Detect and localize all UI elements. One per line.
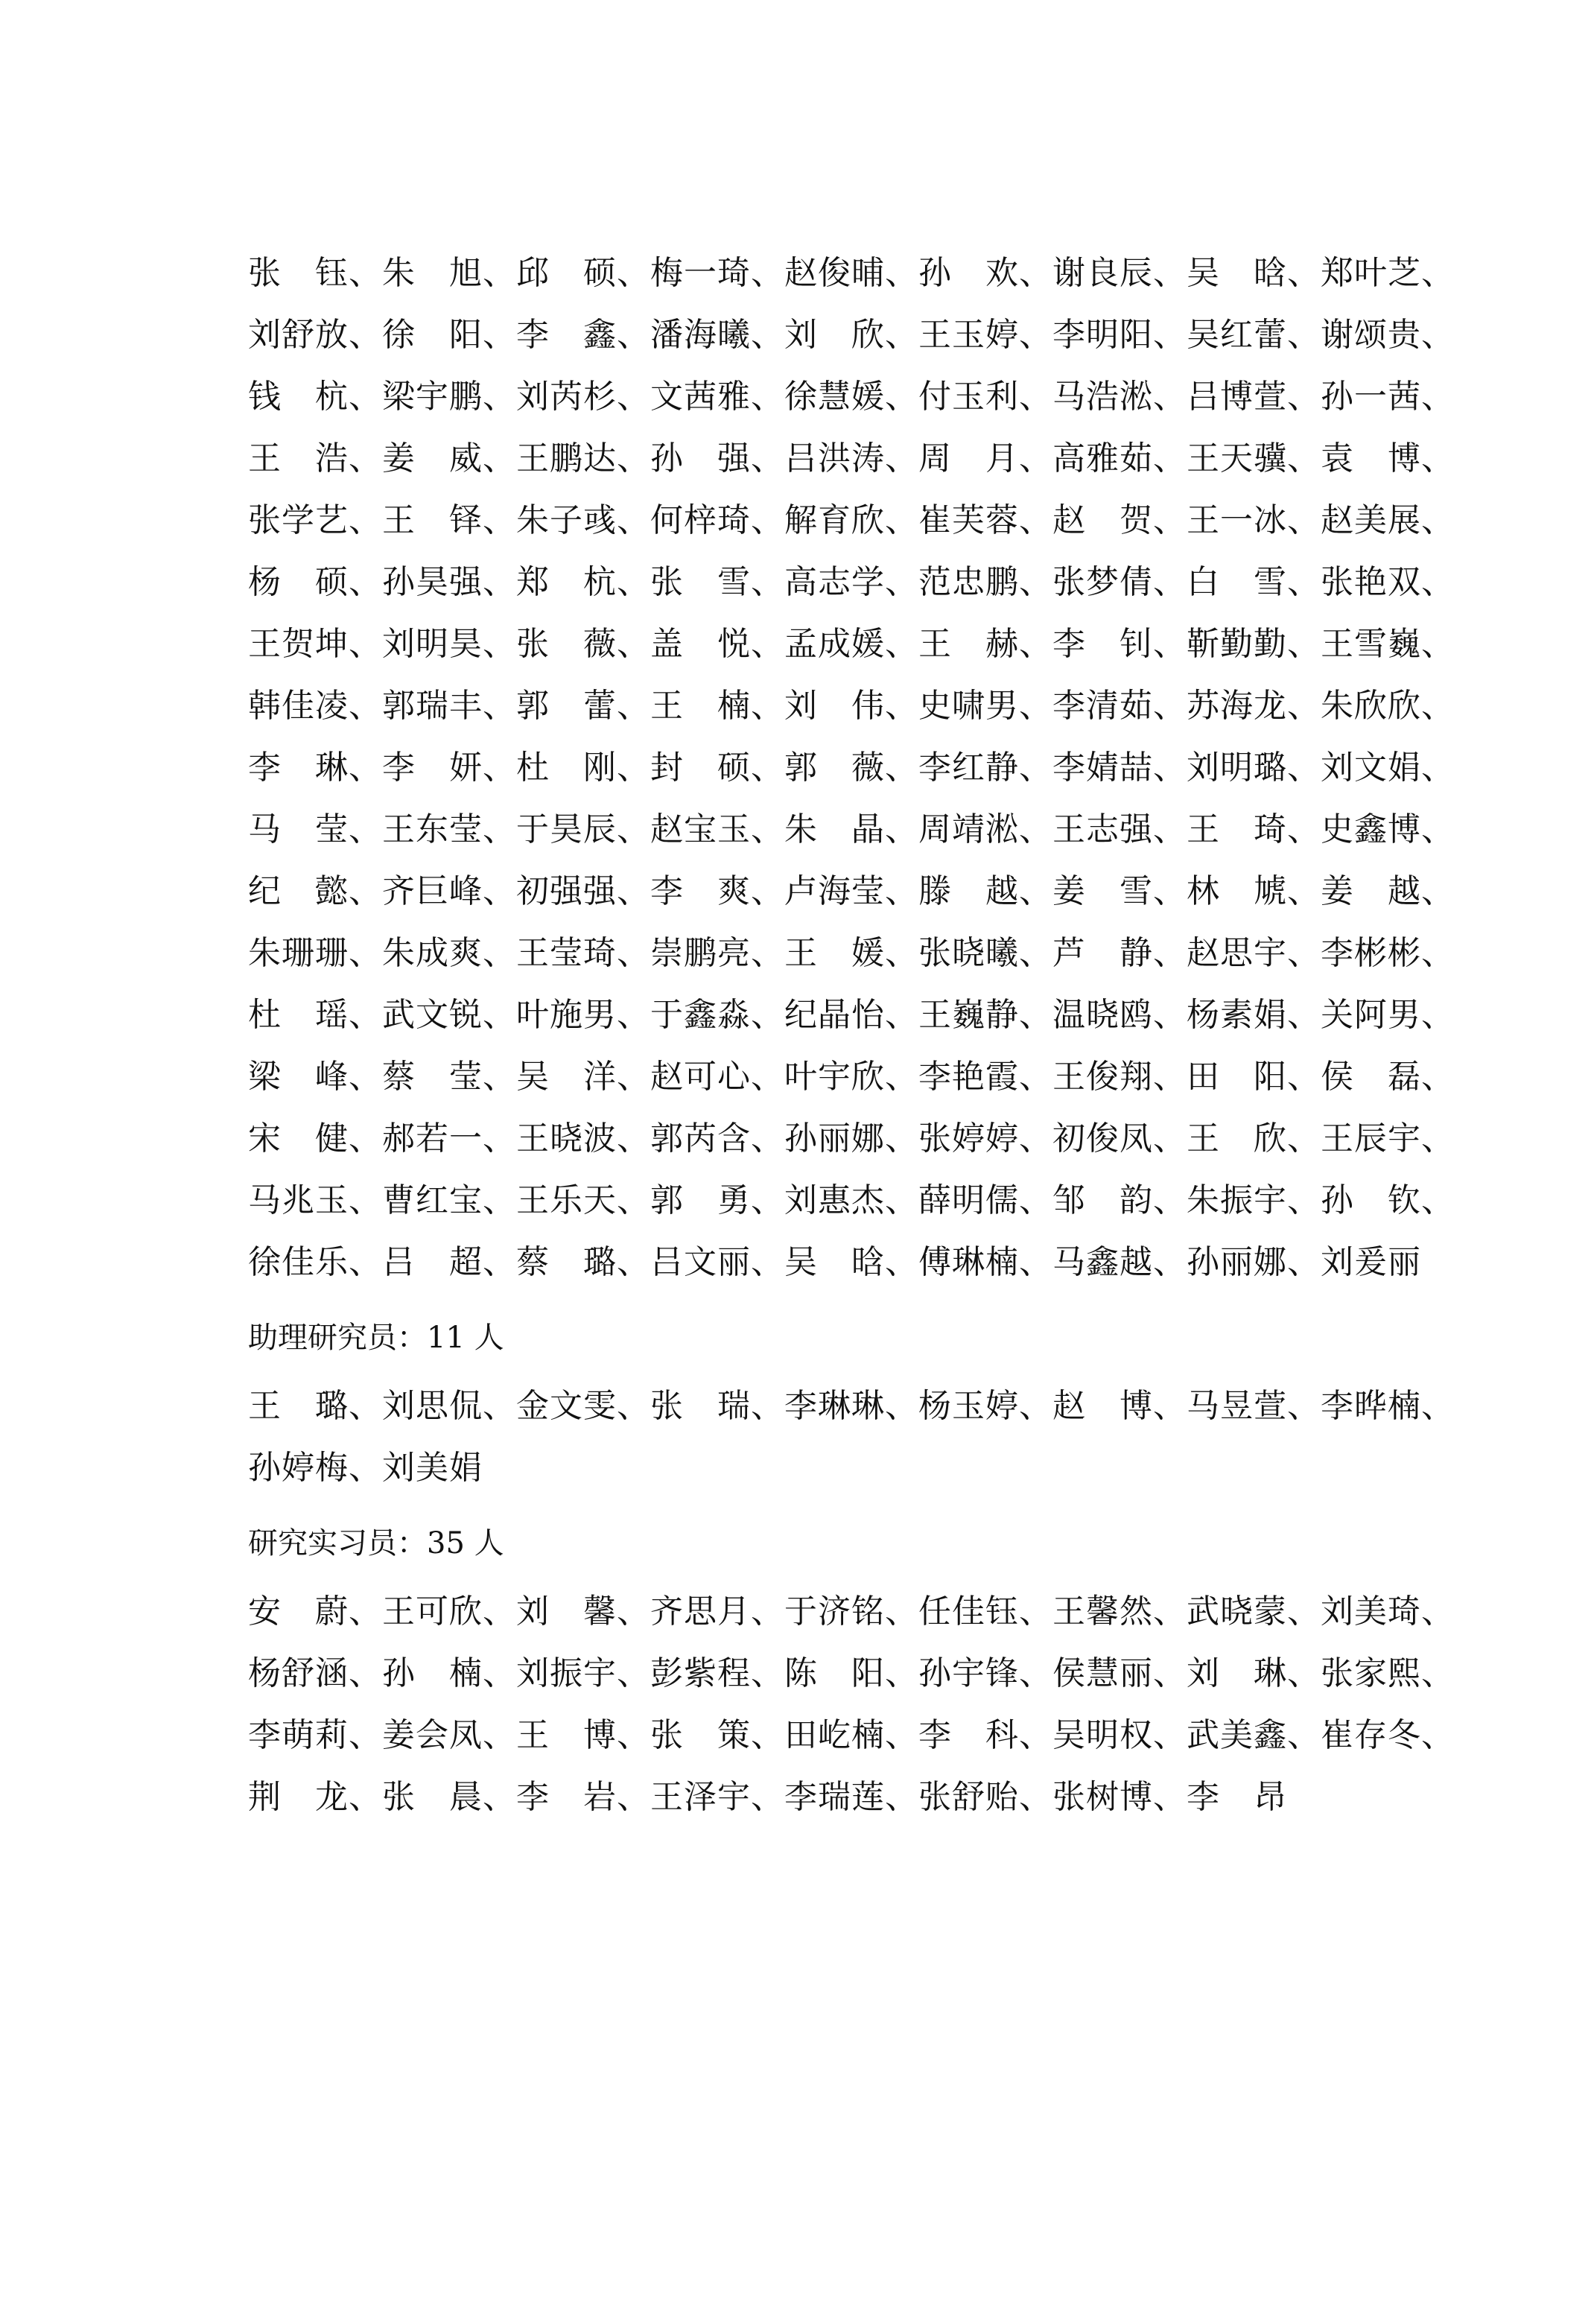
name-list-line: 孙婷梅、刘美娟 xyxy=(248,1449,483,1487)
assistant-researchers-list xyxy=(248,1387,1455,1514)
name-list-line: 徐佳乐、吕 超、蔡 璐、吕文丽、吴 晗、傅琳楠、马鑫越、孙丽娜、刘爰丽 xyxy=(248,1243,1421,1281)
name-list-line: 韩佳凌、郭瑞丰、郭 蕾、王 楠、刘 伟、史啸男、李清茹、苏海龙、朱欣欣、 xyxy=(248,687,1455,725)
name-list-line: 王 浩、姜 威、王鹏达、孙 强、吕洪涛、周 月、高雅茹、王天骥、袁 博、 xyxy=(248,439,1455,477)
name-list-line: 李萌莉、姜会凤、王 博、张 策、田屹楠、李 科、吴明权、武美鑫、崔存冬、 xyxy=(248,1716,1455,1754)
name-list-line: 张 钰、朱 旭、邱 硕、梅一琦、赵俊晡、孙 欢、谢良辰、吴 晗、郑叶芝、 xyxy=(248,254,1455,292)
name-list-line: 王 璐、刘思侃、金文雯、张 瑞、李琳琳、杨玉婷、赵 博、马昱萱、李晔楠、 xyxy=(248,1387,1455,1425)
name-list-line: 梁 峰、蔡 莹、吴 洋、赵可心、叶宇欣、李艳霞、王俊翔、田 阳、侯 磊、 xyxy=(248,1058,1455,1096)
name-list-line: 王贺坤、刘明昊、张 薇、盖 悦、孟成媛、王 赫、李 钊、靳勤勤、王雪巍、 xyxy=(248,625,1455,663)
name-list-line: 杨舒涵、孙 楠、刘振宇、彭紫程、陈 阳、孙宇锋、侯慧丽、刘 琳、张家熙、 xyxy=(248,1654,1455,1692)
name-list-line: 杨 硕、孙昊强、郑 杭、张 雪、高志学、范忠鹏、张梦倩、白 雪、张艳双、 xyxy=(248,563,1455,601)
assistant-researchers-heading: 助理研究员：11 人 xyxy=(248,1321,504,1355)
name-list-line: 张学艺、王 铎、朱子彧、何梓琦、解育欣、崔芙蓉、赵 贺、王一冰、赵美展、 xyxy=(248,501,1455,539)
name-list-line: 纪 懿、齐巨峰、初强强、李 爽、卢海莹、滕 越、姜 雪、林 虓、姜 越、 xyxy=(248,872,1455,910)
researcher-name-list xyxy=(248,254,1455,1308)
research-interns-heading: 研究实习员：35 人 xyxy=(248,1526,504,1561)
name-list-line: 李 琳、李 妍、杜 刚、封 硕、郭 薇、李红静、李婧喆、刘明璐、刘文娟、 xyxy=(248,749,1455,787)
name-list-line: 钱 杭、梁宇鹏、刘芮杉、文茜雅、徐慧媛、付玉利、马浩淞、吕博萱、孙一茜、 xyxy=(248,378,1455,416)
name-list-line: 杜 瑶、武文锐、叶施男、于鑫淼、纪晶怡、王巍静、温晓鸥、杨素娟、关阿男、 xyxy=(248,996,1455,1034)
name-list-line: 宋 健、郝若一、王晓波、郭芮含、孙丽娜、张婷婷、初俊凤、王 欣、王辰宇、 xyxy=(248,1120,1455,1158)
research-interns-list xyxy=(248,1593,1455,1843)
name-list-line: 马兆玉、曹红宝、王乐天、郭 勇、刘惠杰、薛明儒、邹 韵、朱振宇、孙 钦、 xyxy=(248,1181,1455,1219)
name-list-line: 安 蔚、王可欣、刘 馨、齐思月、于济铭、任佳钰、王馨然、武晓蒙、刘美琦、 xyxy=(248,1593,1455,1631)
name-list-line: 刘舒放、徐 阳、李 鑫、潘海曦、刘 欣、王玉婷、李明阳、吴红蕾、谢颂贵、 xyxy=(248,316,1455,354)
name-list-line: 马 莹、王东莹、于昊辰、赵宝玉、朱 晶、周靖淞、王志强、王 琦、史鑫博、 xyxy=(248,810,1455,848)
name-list-line: 朱珊珊、朱成爽、王莹琦、崇鹏亮、王 媛、张晓曦、芦 静、赵思宇、李彬彬、 xyxy=(248,934,1455,972)
document-content xyxy=(248,254,1455,1843)
name-list-line: 荆 龙、张 晨、李 岩、王泽宇、李瑞莲、张舒贻、张树博、李 昂 xyxy=(248,1778,1287,1816)
